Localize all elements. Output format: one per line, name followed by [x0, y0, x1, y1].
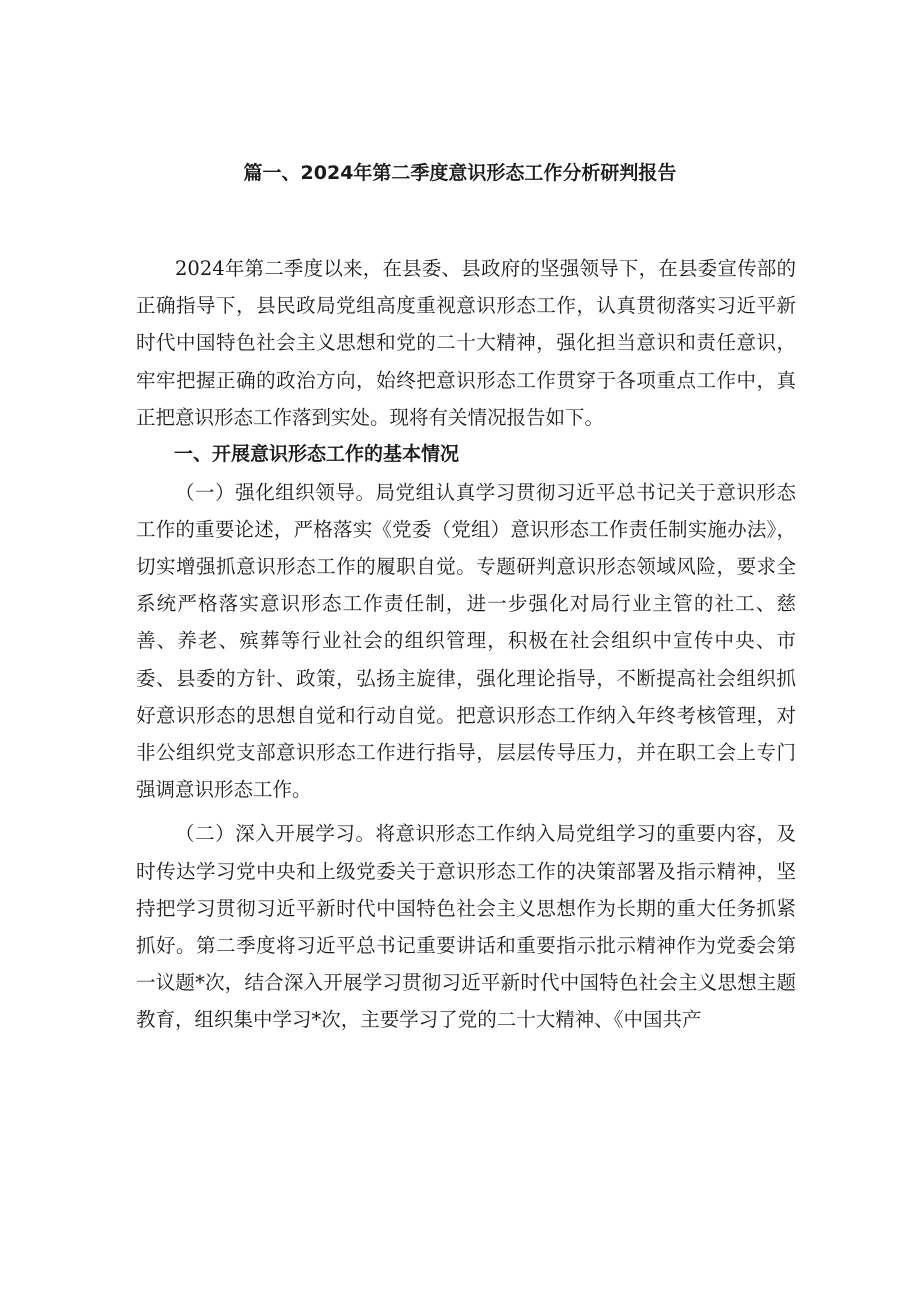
section-heading-1: 一、开展意识形态工作的基本情况	[174, 443, 460, 466]
paragraph-item-2: （二）深入开展学习。将意识形态工作纳入局党组学习的重要内容，及时传达学习党中央和上级党委关于意识形态工作的决策部署及指示精神，坚持把学习贯彻习近平新时代中国特色社会主义思想作为长期的重大任务抓紧抓好。第二季度将习近平总书记重要讲话和重要指示批示精神作为党委会第一议题*次，结合深入开展学习贯彻习近平新时代中国特色社会主义思想主题教育，组织集中学习*次，主要学习了党的二十大精神、《中国共产	[136, 822, 796, 1032]
document-body	[136, 250, 796, 1039]
paragraph-spacer	[136, 808, 796, 815]
paragraph-item-1: （一）强化组织领导。局党组认真学习贯彻习近平总书记关于意识形态工作的重要论述，严格落实《党委（党组）意识形态工作责任制实施办法》，切实增强抓意识形态工作的履职自觉。专题研判意识形态领域风险，要求全系统严格落实意识形态工作责任制，进一步强化对局行业主管的社工、慈善、养老、殡葬等行业社会的组织管理，积极在社会组织中宣传中央、市委、县委的方针、政策，弘扬主旋律，强化理论指导，不断提高社会组织抓好意识形态的思想自觉和行动自觉。把意识形态工作纳入年终考核管理，对非公组织党支部意识形态工作进行指导，层层传导压力，并在职工会上专门强调意识形态工作。	[136, 480, 796, 802]
intro-paragraph: 2024年第二季度以来，在县委、县政府的坚强领导下，在县委宣传部的正确指导下，县民政局党组高度重视意识形态工作，认真贯彻落实习近平新时代中国特色社会主义思想和党的二十大精神，强化担当意识和责任意识，牢牢把握正确的政治方向，始终把意识形态工作贯穿于各项重点工作中，真正把意识形态工作落到实处。现将有关情况报告如下。	[136, 257, 796, 429]
document-title: 篇一、2024年第二季度意识形态工作分析研判报告	[243, 162, 677, 184]
